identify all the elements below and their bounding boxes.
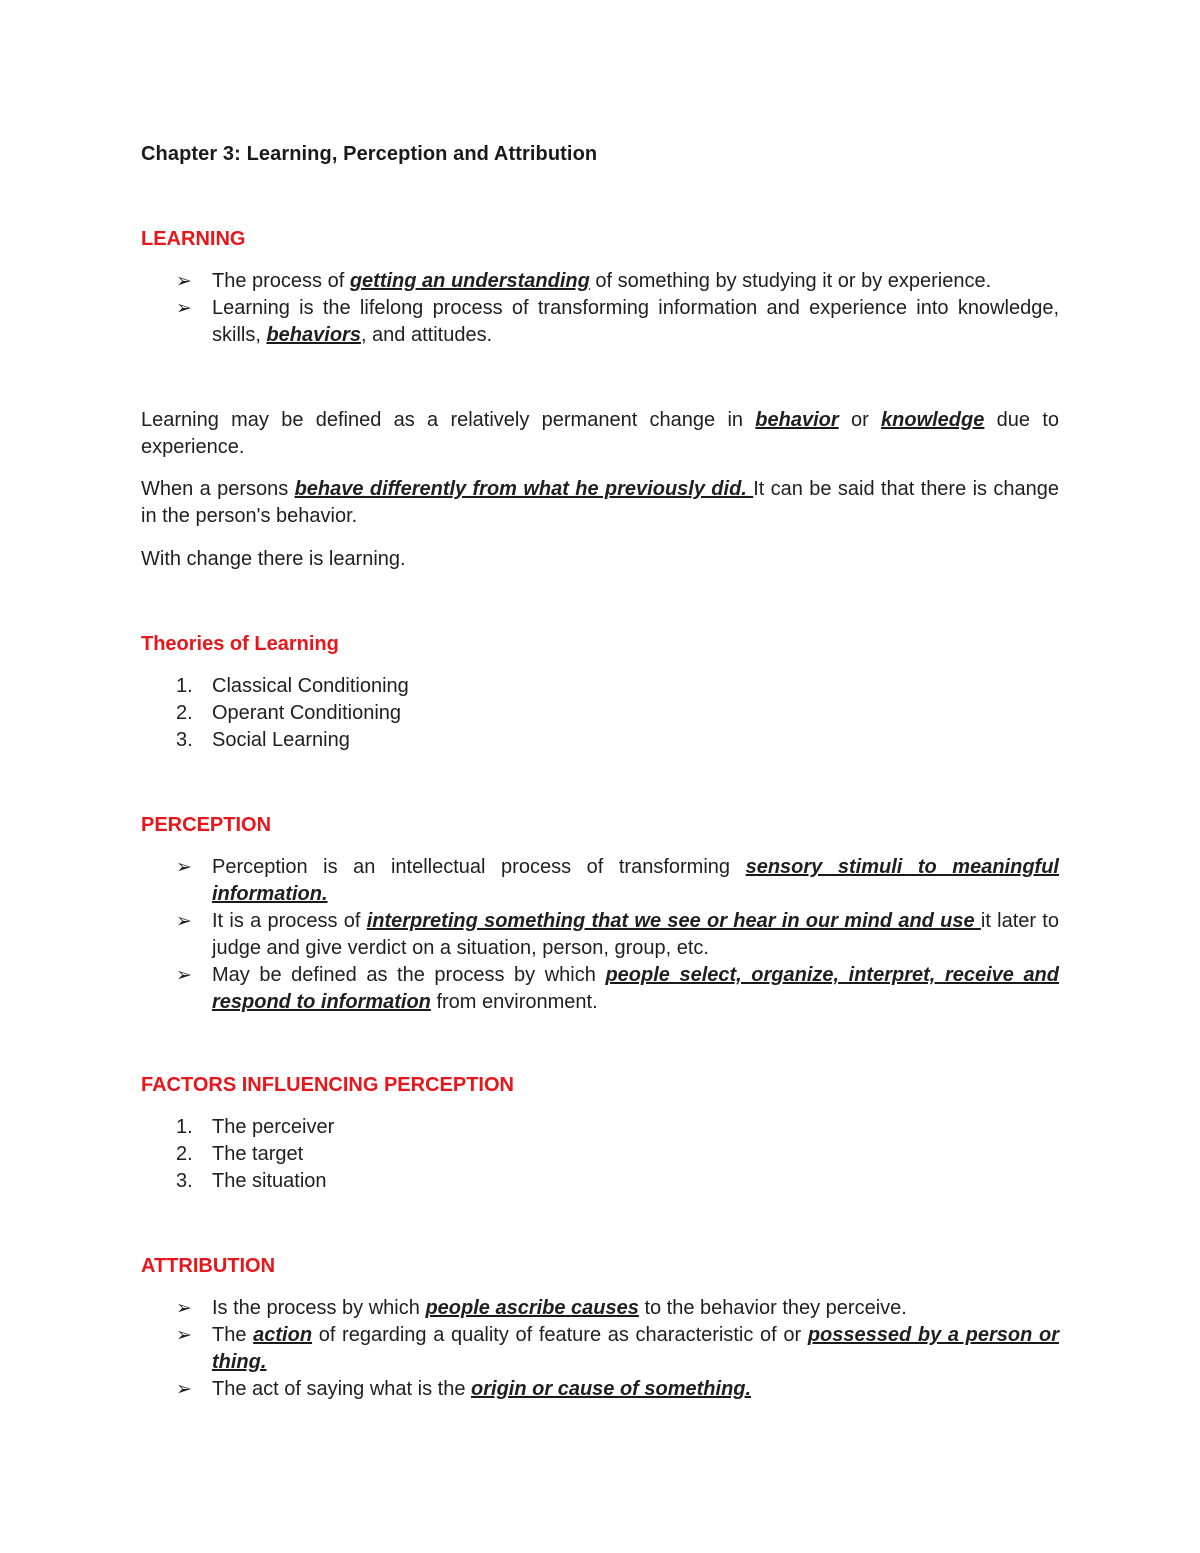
arrow-bullet-icon: ➢ (176, 965, 192, 986)
list-item: ➢ The act of saying what is the origin or cause of something. (141, 1376, 1059, 1403)
paragraph: When a persons behave differently from what he previously did. It can be said that there is change in the person's behavior. (141, 478, 1059, 527)
emphasis-text: interpreting something that we see or hear in our mind and use (366, 910, 981, 932)
paragraph: With change there is learning. (141, 548, 406, 570)
arrow-bullet-icon: ➢ (176, 271, 192, 292)
emphasis-text: behaviors (266, 324, 361, 346)
arrow-bullet-icon: ➢ (176, 1325, 192, 1346)
factors-list (141, 1114, 1059, 1195)
section-heading-factors: FACTORS INFLUENCING PERCEPTION (141, 1074, 514, 1096)
section-heading-theories: Theories of Learning (141, 633, 339, 655)
list-item: ➢ It is a process of interpreting something that we see or hear in our mind and use it later to judge and give verdict on a situation, person, group, etc. (176, 910, 1059, 959)
section-heading-learning: LEARNING (141, 228, 246, 250)
list-item: ➢ Learning is the lifelong process of transforming information and experience into knowledge, skills, behaviors, and attitudes. (176, 297, 1059, 346)
list-item: ➢ The process of getting an understanding of something by studying it or by experience. (141, 268, 1059, 295)
emphasis-text: action (253, 1324, 313, 1346)
arrow-bullet-icon: ➢ (176, 857, 192, 878)
emphasis-text: behave differently from what he previously did. (294, 478, 754, 500)
emphasis-text: sensory stimuli to meaningful information. (212, 856, 1059, 905)
emphasis-text: origin or cause of something. (471, 1378, 752, 1400)
list-item: 2. Operant Conditioning (176, 702, 402, 724)
list-item: 3. Social Learning (176, 729, 350, 751)
arrow-bullet-icon: ➢ (176, 298, 192, 319)
list-item: 3. The situation (176, 1170, 327, 1192)
list-item: 1. The perceiver (176, 1116, 335, 1138)
list-item: ➢ Is the process by which people ascribe causes to the behavior they perceive. (141, 1295, 1059, 1322)
emphasis-text: knowledge (881, 409, 985, 431)
paragraph: Learning may be defined as a relatively permanent change in behavior or knowledge due to experience. (141, 409, 1059, 458)
emphasis-text: behavior (755, 409, 839, 431)
list-item: ➢ The action of regarding a quality of feature as characteristic of or possessed by a person or thing. (176, 1324, 1059, 1373)
arrow-bullet-icon: ➢ (176, 1298, 192, 1319)
list-item: ➢ May be defined as the process by which people select, organize, interpret, receive and respond to information from environment. (176, 964, 1059, 1013)
perception-bullet-list (141, 854, 1059, 1016)
emphasis-text: getting an understanding (349, 270, 590, 292)
list-item: 2. The target (176, 1143, 304, 1165)
emphasis-text: people ascribe causes (425, 1297, 639, 1319)
arrow-bullet-icon: ➢ (176, 1379, 192, 1400)
section-heading-perception: PERCEPTION (141, 814, 272, 836)
arrow-bullet-icon: ➢ (176, 911, 192, 932)
attribution-bullet-list (141, 1295, 1059, 1403)
page-title: Chapter 3: Learning, Perception and Attribution (141, 143, 598, 165)
learning-bullet-list (141, 268, 1059, 349)
section-heading-attribution: ATTRIBUTION (141, 1255, 276, 1277)
emphasis-text: possessed by a person or thing. (212, 1324, 1059, 1373)
emphasis-text: people select, organize, interpret, receive and respond to information (212, 964, 1059, 1013)
list-item: ➢ Perception is an intellectual process of transforming sensory stimuli to meaningful information. (176, 856, 1059, 905)
theories-list (141, 673, 1059, 754)
list-item: 1. Classical Conditioning (176, 675, 409, 697)
